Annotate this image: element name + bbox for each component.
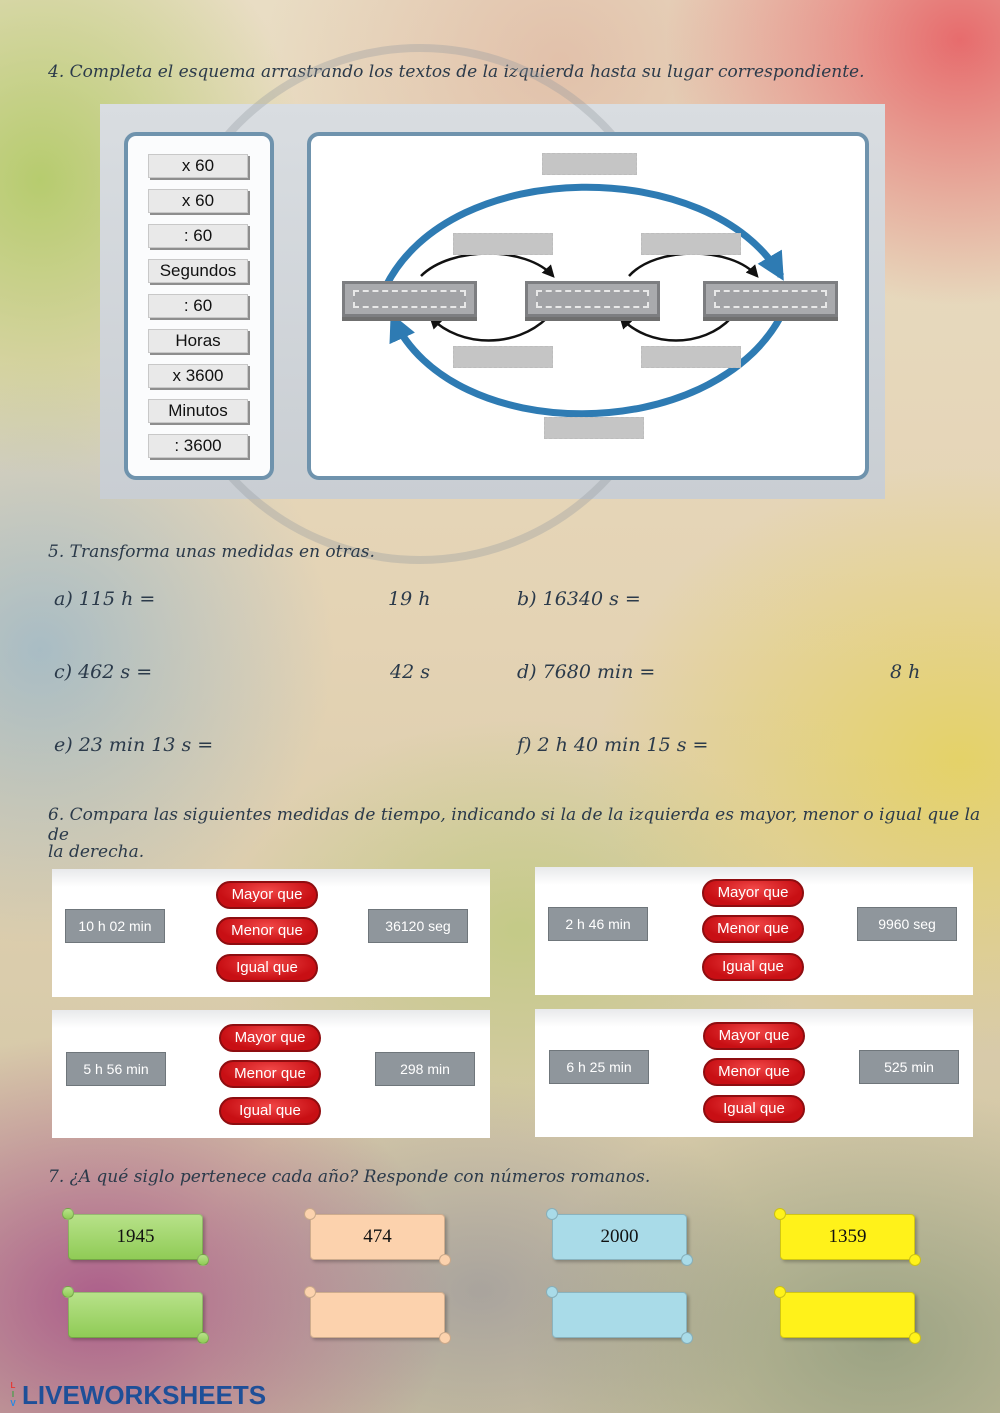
comparison-card-1 [52,869,490,997]
comparison-card-3 [52,1010,490,1138]
drag-tile[interactable]: : 60 [148,294,248,318]
q6-title-line1: 6. Compara las siguientes medidas de tiempo, indicando si la de la izquierda es mayor, menor o igual que la de [48,805,981,845]
right-measure: 525 min [859,1050,959,1084]
left-measure: 6 h 25 min [549,1050,649,1084]
drag-tile[interactable]: x 60 [148,189,248,213]
drag-tile[interactable]: Segundos [148,259,248,283]
q5-item-e: e) 23 min 13 s = [54,734,214,756]
q5-item-a: a) 115 h = [54,588,156,610]
unit-drop-box-left[interactable] [342,281,477,317]
liveworksheets-logo [6,1380,266,1410]
right-measure: 298 min [375,1052,475,1086]
option-mayor-que-button[interactable]: Mayor que [216,881,318,909]
drag-tile[interactable]: : 60 [148,224,248,248]
drop-target-top[interactable] [542,153,637,175]
century-answer-input-4[interactable] [780,1292,915,1338]
drop-target-upper-left[interactable] [453,233,553,255]
q5-title: 5. Transforma unas medidas en otras. [48,542,375,562]
year-scroll-1: 1945 [68,1214,203,1260]
left-measure: 2 h 46 min [548,907,648,941]
q6-title-line2: la derecha. [48,842,145,862]
drop-target-bottom[interactable] [544,417,644,439]
q7-title: 7. ¿A qué siglo pertenece cada año? Responde con números romanos. [48,1167,651,1187]
century-answer-input-1[interactable] [68,1292,203,1338]
q4-scheme-panel [100,104,885,499]
drag-tile[interactable]: x 60 [148,154,248,178]
drag-tile[interactable]: x 3600 [148,364,248,388]
q5-answer-a[interactable]: 19 h [388,588,431,610]
option-menor-que-button[interactable]: Menor que [703,1058,805,1086]
option-mayor-que-button[interactable]: Mayor que [702,879,804,907]
right-measure: 36120 seg [368,909,468,943]
option-igual-que-button[interactable]: Igual que [219,1097,321,1125]
drop-target-lower-right[interactable] [641,346,741,368]
option-igual-que-button[interactable]: Igual que [702,953,804,981]
drag-tile[interactable]: : 3600 [148,434,248,458]
q5-answer-d[interactable]: 8 h [890,661,921,683]
year-scroll-4: 1359 [780,1214,915,1260]
tile-bank [124,132,274,480]
q5-item-f: f) 2 h 40 min 15 s = [517,734,709,756]
option-menor-que-button[interactable]: Menor que [219,1060,321,1088]
q5-item-d: d) 7680 min = [517,661,656,683]
right-measure: 9960 seg [857,907,957,941]
option-menor-que-button[interactable]: Menor que [702,915,804,943]
option-mayor-que-button[interactable]: Mayor que [219,1024,321,1052]
option-igual-que-button[interactable]: Igual que [216,954,318,982]
comparison-card-2 [535,867,973,995]
brand-name: LIVEWORKSHEETS [22,1379,267,1410]
unit-drop-box-middle[interactable] [525,281,660,317]
comparison-card-4 [535,1009,973,1137]
option-mayor-que-button[interactable]: Mayor que [703,1022,805,1050]
drop-target-lower-left[interactable] [453,346,553,368]
q5-item-c: c) 462 s = [54,661,153,683]
left-measure: 10 h 02 min [65,909,165,943]
year-scroll-3: 2000 [552,1214,687,1260]
option-menor-que-button[interactable]: Menor que [216,917,318,945]
left-measure: 5 h 56 min [66,1052,166,1086]
year-scroll-2: 474 [310,1214,445,1260]
q5-answer-c[interactable]: 42 s [390,661,430,683]
century-answer-input-3[interactable] [552,1292,687,1338]
q4-title: 4. Completa el esquema arrastrando los textos de la izquierda hasta su lugar correspondiente. [48,62,865,82]
drag-tile[interactable]: Minutos [148,399,248,423]
live-mark-icon: L I V [10,1381,16,1408]
unit-drop-box-right[interactable] [703,281,838,317]
scheme-area [307,132,869,480]
drop-target-upper-right[interactable] [641,233,741,255]
q5-item-b: b) 16340 s = [517,588,641,610]
option-igual-que-button[interactable]: Igual que [703,1095,805,1123]
century-answer-input-2[interactable] [310,1292,445,1338]
drag-tile[interactable]: Horas [148,329,248,353]
